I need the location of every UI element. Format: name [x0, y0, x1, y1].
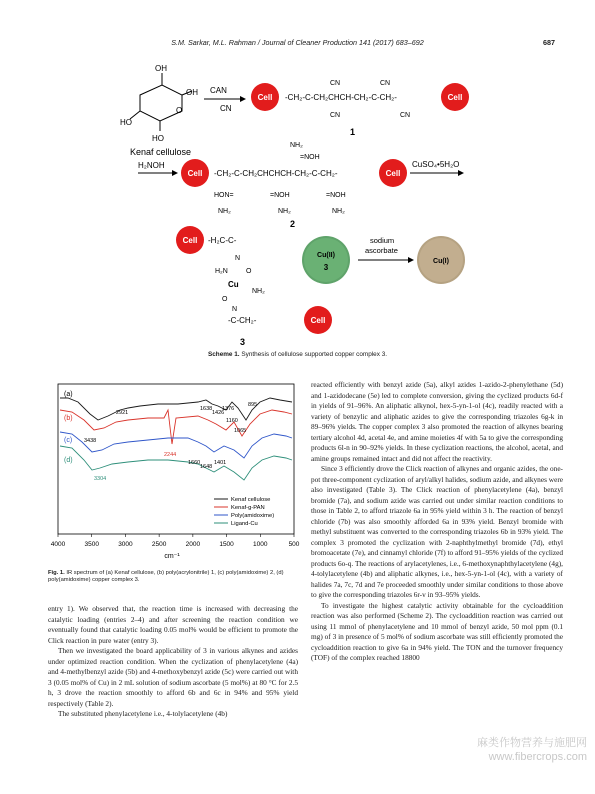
legend-item: Kenaf cellulose [231, 497, 271, 503]
series-label-b: (b) [64, 415, 73, 422]
cu2-sample-texture [304, 238, 348, 282]
x-tick-label: 3000 [118, 541, 133, 548]
legend-item: Ligand-Cu [231, 521, 258, 527]
figure-caption-label: Fig. 1. [48, 570, 65, 576]
noh-label: =NOH [326, 192, 346, 199]
series-label-c: (c) [64, 437, 73, 444]
polymer-chain-1: -CH₂-C-CH₂CHCH-CH₂-C-CH₂- [285, 93, 397, 102]
h2n-label: H₂N [215, 268, 228, 275]
peak-label: 2921 [116, 410, 129, 416]
cu-center-label: Cu [228, 280, 239, 289]
peak-label: 895 [248, 402, 258, 408]
nh2-label: NH₂ [332, 208, 345, 215]
cu1-label: Cu(I) [433, 258, 449, 265]
polymer-chain-2: -CH₂-C-CH₂CHCHCH-CH₂-C-CH₂- [214, 169, 338, 178]
cell-label: Cell [182, 236, 198, 245]
cn-label: CN [330, 80, 341, 87]
journal-title: S.M. Sarkar, M.L. Rahman / Journal of Cleaner Production 141 (2017) 683–692 [171, 38, 424, 47]
paragraph: Since 3 efficiently drove the Click reaction of alkynes and organic azides, the one-pot three-component cyclization of aryl/alkyl halides, sodium azide, and alkynes were also investigated (Table 3). The Click reaction of phenylacetylene (4a), benzyl bromide (7a), and sodium azide was carried out under similar reaction conditions to those in Table 2, to afford triazole 6a in 95% yield within 3 h. The reaction of benzyl chloride (7b) was also smoothly afforded 6a in 93% yield. Benzyl bromide with methyl substituent was converted to the corresponding triazoles 6b in 93% yield. The complex 3 promoted the cyclization with 2-naphthylmethyl bromide (7d), ethyl bromoacetate (7e), and cinnamyl chloride (7f) to afford 91–95% yields of the cyclized products 6o-q. The reactions of arylacetylenes, i.e., 6-methoxynaphthylacetylene (4g), 4-tolylacetylene (4b) and aliphatic alkynes, i.e., hex-5-yn-1-ol (4c), with a variety of halides 7a, 7c, 7d and 7e proceeded smoothly under similar conditions to those above to give the corresponding triazoles 6r-v in 93–95% yields. [311, 464, 563, 599]
arrowhead [458, 170, 464, 176]
right-column-text [311, 380, 563, 664]
cell-label: Cell [310, 316, 326, 325]
nh2-label: NH₂ [218, 208, 231, 215]
ir-spectrum-figure [48, 380, 300, 565]
x-tick-label: 4000 [50, 541, 66, 548]
watermark-line: 麻类作物营养与施肥网 [477, 737, 587, 749]
paragraph: The substituted phenylacetylene i.e., 4-tolylacetylene (4b) [58, 709, 228, 718]
figure-caption-text: IR spectrum of (a) Kenaf cellulose, (b) poly(acrylonitrile) 1, (c) poly(amidoxime) 2, (d) poly(amidoxime) copper complex 3. [48, 570, 284, 584]
cn-label: CN [330, 112, 341, 119]
x-tick-label: 1000 [253, 541, 268, 548]
x-tick-label: 2500 [151, 541, 167, 548]
peak-label: 3304 [94, 476, 107, 482]
cell-label: Cell [187, 169, 203, 178]
arrowhead [408, 257, 414, 263]
nh2-label: NH₂ [278, 208, 291, 215]
oh-label: OH [186, 88, 198, 97]
arrowhead [240, 96, 246, 102]
paragraph: entry 1). We observed that, the reaction time is increased with decreasing the catalytic loading (entries 2–4) and after screening the reaction condition we eventually found that catalytic loading 0.05 mol% would be efficient to promote the Click reaction in pure water (entry 3). [48, 604, 298, 645]
left-column-text [48, 604, 298, 720]
x-tick-label: 1500 [219, 541, 234, 548]
scheme-caption [0, 351, 595, 358]
o-label: O [176, 106, 183, 115]
reagent-copper-sulfate: CuSO₄•5H₂O [412, 160, 460, 169]
peak-label: 1638 [200, 406, 213, 412]
peak-label: 1065 [234, 428, 247, 434]
scheme-1 [0, 55, 595, 355]
peak-label: 3438 [84, 438, 97, 444]
noh-label: =NOH [300, 154, 320, 161]
figure-caption [48, 570, 298, 584]
legend-item: Kenaf-g-PAN [231, 505, 265, 511]
peak-label: 1648 [200, 464, 213, 470]
peak-label: 1426 [212, 410, 225, 416]
n-label: N [235, 255, 241, 262]
compound-2-label: 2 [290, 219, 296, 229]
cn-label: CN [380, 80, 391, 87]
nh2-label: NH₂ [290, 142, 303, 149]
watermark [477, 736, 587, 764]
paragraph: Then we investigated the board applicability of 3 in various alkynes and azides under optimized reaction condition. When the cyclization of phenylacetylene (4a) and 4-methylbenzyl azide (5b) and 4-methoxybenzyl azide (5c) were carried out with 3 (0.05 mol% of Cu) in 2 mL solution of sodium ascorbate (5 mol%) at 80 °C for 2.5 h, 3 drove the reaction smoothly to afford 6b and 6c in 94% and 95% yield respectively (Table 2). [48, 646, 298, 708]
cn-label: CN [400, 112, 411, 119]
x-tick-label: 500 [288, 541, 300, 548]
plot-frame [58, 384, 294, 534]
cell-label: Cell [385, 169, 401, 178]
o-label: O [222, 296, 228, 303]
reagent-acrylonitrile: CN [220, 104, 232, 113]
scheme-caption-label: Scheme 1. [207, 351, 240, 358]
series-label-a: (a) [64, 391, 73, 398]
polymer-chain-3-bottom: -C-CH₂- [228, 316, 257, 325]
nh2-label: NH₂ [252, 288, 265, 295]
compound-1-label: 1 [350, 127, 356, 137]
arrowhead [172, 170, 178, 176]
peak-label: 1160 [226, 418, 238, 424]
reagent-can: CAN [210, 86, 227, 95]
x-axis-ticks [51, 534, 300, 548]
n-label: N [232, 306, 238, 313]
noh-label: =NOH [270, 192, 290, 199]
watermark-line: www.fibercrops.com [488, 751, 587, 763]
running-header [0, 38, 595, 52]
cu2-label: Cu(II) [317, 252, 335, 259]
page-number: 687 [543, 38, 555, 47]
compound-3-label: 3 [240, 337, 246, 347]
hon-label: HON= [214, 192, 234, 199]
legend-item: Poly(amidoxime) [231, 513, 275, 519]
legend [214, 497, 274, 527]
kenaf-label: Kenaf cellulose [130, 147, 192, 157]
x-axis-label: cm⁻¹ [164, 553, 180, 560]
polymer-chain-3-top: -H₂C-C- [208, 236, 237, 245]
x-tick-label: 2000 [185, 541, 201, 548]
cell-label: Cell [257, 93, 273, 102]
reagent-h2noh: H₂NOH [138, 161, 165, 170]
paragraph: reacted efficiently with benzyl azide (5a), alkyl azides 1-azido-2-phenylethane (5d) and 1-azidodecane (5e) led to complete conversion, giving the cyclized products 6d-f in yields of 91–96%. An aliphatic alkynol, hex-5-yn-1-ol (4c), readily reacted with a variety of benzylic and aliphatic azides to give the corresponding triazoles 6g-k in 89–96% yields. The copper complex 3 also promoted the reaction of alkynes bearing tertiary alcohol 4d, acetal 4e, and amine moieties 4f with 5a to give the corresponding products 6l-n in 90–92% yields. In these cyclization reactions, the alcohol, acetal, and amine groups remained intact and did not affect the reactivity. [311, 380, 563, 463]
x-tick-label: 3500 [84, 541, 99, 548]
paragraph: To investigate the highest catalytic activity obtainable for the cycloaddition reaction was also performed (Scheme 2). The cycloaddition reaction was carried out using 11 mmol of phenylacetylene and 10 mmol of benzyl azide, 50 mol ppm (0.1 mg) of 3 in presence of 5 mol% of sodium ascorbate was still efficiently promoted the cycloaddition reaction to give 6a in 94% yield. The TON and the turnover frequency (TOF) of the complex reached 18800 [311, 600, 563, 662]
peak-label: 1401 [214, 460, 227, 466]
peak-label: 1376 [222, 406, 235, 412]
series-label-d: (d) [64, 457, 73, 464]
o-label: O [246, 268, 252, 275]
scheme-caption-text: Synthesis of cellulose supported copper complex 3. [241, 351, 388, 358]
ho-label: HO [120, 118, 132, 127]
cu2-number: 3 [323, 263, 329, 272]
sodium-ascorbate-line1: sodium [370, 236, 395, 245]
ho-label: HO [152, 134, 164, 143]
cell-label: Cell [447, 93, 463, 102]
glucose-ring-structure [130, 73, 192, 131]
peak-label: 1660 [188, 460, 201, 466]
sodium-ascorbate-line2: ascorbate [365, 246, 398, 255]
oh-label: OH [155, 64, 167, 73]
peak-label: 2244 [164, 452, 177, 458]
